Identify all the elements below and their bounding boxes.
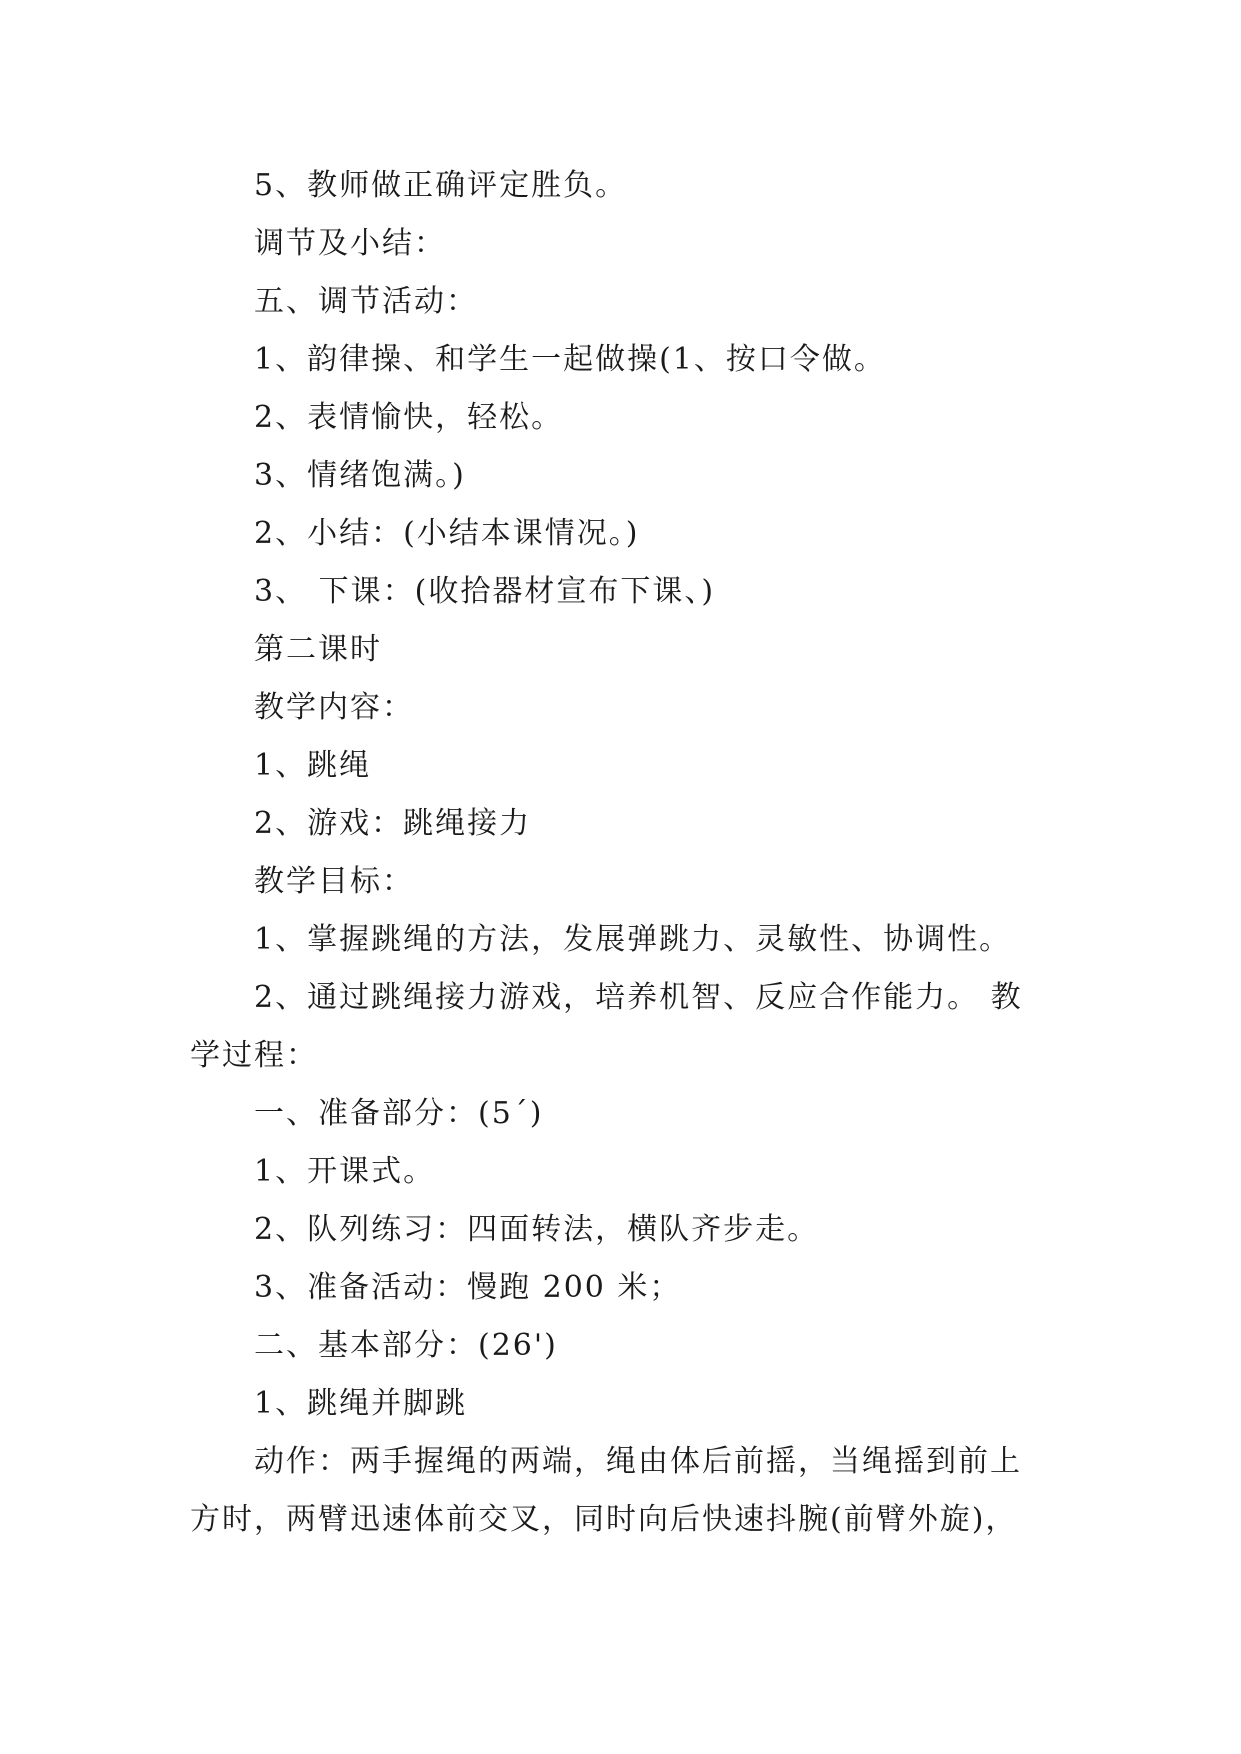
text-line: 2、队列练习：四面转法，横队齐步走。 — [254, 1212, 820, 1247]
text-line: 一、准备部分：(5´) — [254, 1096, 544, 1131]
text-line: 3、 下课：(收拾器材宣布下课、) — [254, 574, 716, 609]
text-line: 3、情绪饱满。) — [254, 458, 466, 493]
text-line: 教学内容： — [254, 690, 414, 725]
text-line: 5、教师做正确评定胜负。 — [254, 168, 628, 203]
text-line: 2、小结：(小结本课情况。) — [254, 516, 640, 551]
text-line: 调节及小结： — [254, 226, 446, 261]
text-line: 3、准备活动：慢跑 200 米； — [254, 1270, 682, 1305]
text-line: 学过程： — [190, 1038, 318, 1073]
text-line: 1、掌握跳绳的方法，发展弹跳力、灵敏性、协调性。 — [254, 922, 1012, 957]
text-line: 五、调节活动： — [254, 284, 478, 319]
text-line: 动作：两手握绳的两端，绳由体后前摇，当绳摇到前上 — [254, 1444, 1022, 1479]
text-line: 1、开课式。 — [254, 1154, 436, 1189]
text-line: 方时，两臂迅速体前交叉，同时向后快速抖腕(前臂外旋)， — [190, 1502, 1018, 1537]
text-line: 教学目标： — [254, 864, 414, 899]
text-line: 2、通过跳绳接力游戏，培养机智、反应合作能力。 教 — [254, 980, 1023, 1015]
text-line: 1、跳绳 — [254, 748, 372, 783]
text-line: 二、基本部分：(26') — [254, 1328, 558, 1363]
text-line: 1、韵律操、和学生一起做操(1、按口令做。 — [254, 342, 886, 377]
section-heading: 第二课时 — [254, 632, 382, 667]
text-line: 2、游戏：跳绳接力 — [254, 806, 532, 841]
text-line: 2、表情愉快，轻松。 — [254, 400, 564, 435]
text-line: 1、跳绳并脚跳 — [254, 1386, 468, 1421]
